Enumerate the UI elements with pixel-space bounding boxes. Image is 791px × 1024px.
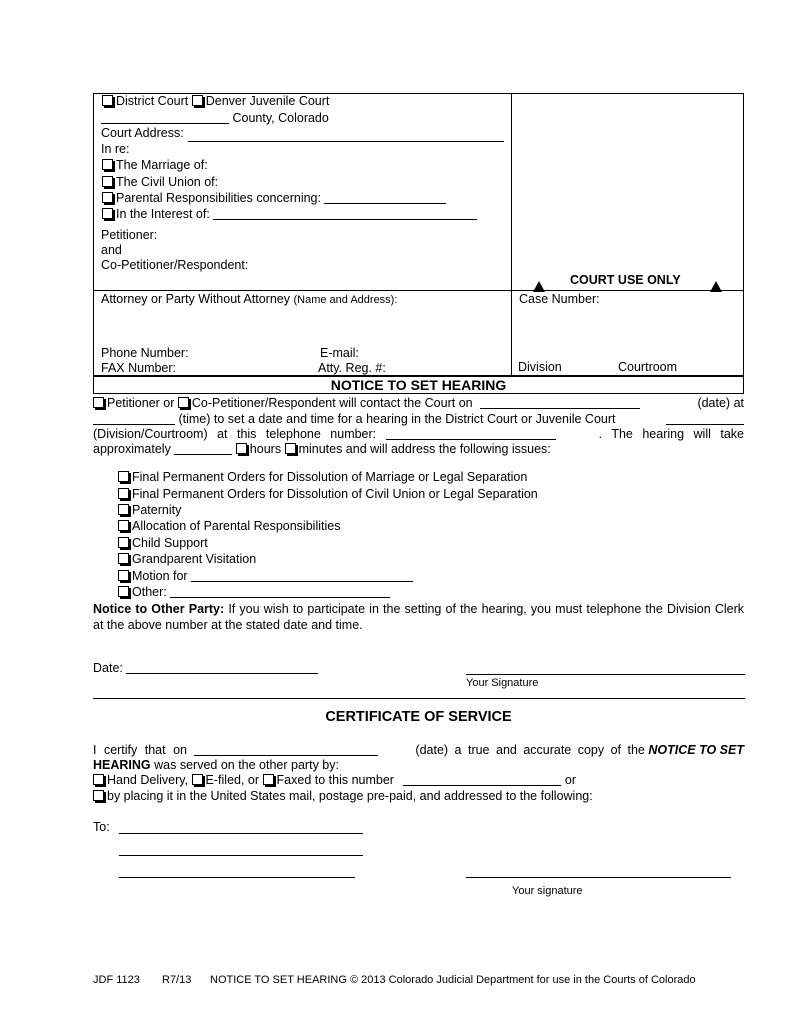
signature-caption: Your Signature [466, 677, 539, 689]
denver-juvenile-label: Denver Juvenile Court [205, 94, 330, 108]
approx-label: approximately [93, 442, 171, 456]
section-divider [93, 698, 745, 699]
fax-label: FAX Number: [101, 361, 177, 375]
mail-label: by placing it in the United States mail, postage pre-paid, and addressed to the following: [107, 789, 593, 803]
motion-label: Motion for [132, 569, 188, 583]
issue-label: Paternity [132, 503, 182, 517]
address-line-3[interactable] [119, 877, 355, 878]
date-label: Date: [93, 661, 123, 675]
efiled-label: E-filed, or [205, 773, 260, 787]
petitioner-label: Petitioner: [101, 228, 158, 242]
certificate-title: CERTIFICATE OF SERVICE [325, 709, 512, 725]
marriage-label: The Marriage of: [116, 158, 208, 172]
certify-date-field[interactable] [194, 743, 378, 756]
interest-of-checkbox[interactable] [102, 208, 113, 219]
district-court-label: District Court [116, 94, 189, 108]
footer-text: NOTICE TO SET HEARING © 2013 Colorado Judicial Department for use in the Courts of Colorado [210, 974, 696, 986]
issue-checkbox[interactable] [118, 504, 129, 515]
faxed-label: Faxed to this number [276, 773, 394, 787]
district-court-checkbox[interactable] [102, 95, 113, 106]
court-address-label: Court Address: [101, 126, 184, 140]
motion-checkbox[interactable] [118, 570, 129, 581]
other-party-heading: Notice to Other Party: [93, 602, 225, 616]
issue-label: Final Permanent Orders for Dissolution of Marriage or Legal Separation [132, 470, 528, 484]
issue-label: Grandparent Visitation [132, 552, 257, 566]
contact-date-field[interactable] [480, 396, 640, 409]
atty-reg-label: Atty. Reg. #: [318, 361, 386, 375]
petitioner-checkbox[interactable] [93, 397, 104, 408]
other-label: Other: [132, 585, 167, 599]
parental-resp-label: Parental Responsibilities concerning: [116, 191, 321, 205]
co-petitioner-label: Co-Petitioner/Respondent: [101, 258, 249, 272]
certify-label: I certify that on [93, 743, 187, 757]
phone-label: Phone Number: [101, 346, 189, 360]
attorney-note: (Name and Address): [293, 294, 398, 306]
certify-text: (date) a true and accurate copy of the [415, 743, 645, 757]
or-label: or [564, 773, 577, 787]
other-field[interactable] [170, 585, 390, 598]
in-re-label: In re: [101, 142, 130, 156]
caption-row-divider [93, 290, 744, 291]
petitioner-option: Petitioner or [107, 396, 175, 410]
issue-checkbox[interactable] [118, 520, 129, 531]
notice-line2: (time) to set a date and time for a hearing in the District Court or Juvenile Court [178, 412, 616, 426]
title-bar-bottom [93, 393, 744, 394]
county-label: County, Colorado [232, 111, 329, 125]
other-checkbox[interactable] [118, 586, 129, 597]
address-line-1[interactable] [119, 833, 363, 834]
hours-checkbox[interactable] [236, 443, 247, 454]
issue-label: Final Permanent Orders for Dissolution of Civil Union or Legal Separation [132, 487, 538, 501]
email-label: E-mail: [320, 346, 359, 360]
parental-resp-field[interactable] [324, 191, 446, 204]
co-petitioner-option: Co-Petitioner/Respondent will contact the Court on [191, 396, 473, 410]
notice-line3b: . The hearing will take [598, 427, 744, 441]
and-label: and [101, 243, 122, 257]
marriage-checkbox[interactable] [102, 159, 113, 170]
issue-checkbox[interactable] [118, 537, 129, 548]
address-line-2[interactable] [119, 855, 363, 856]
mail-checkbox[interactable] [93, 790, 104, 801]
caption-box [93, 93, 744, 376]
notice-title: NOTICE TO SET HEARING [330, 377, 507, 393]
served-text: was served on the other party by: [154, 758, 339, 772]
date-field[interactable] [126, 661, 318, 674]
division-label: Division [518, 360, 562, 374]
issue-checkbox[interactable] [118, 553, 129, 564]
civil-union-checkbox[interactable] [102, 176, 113, 187]
signature-line[interactable] [466, 674, 745, 675]
cert-signature-line[interactable] [466, 877, 731, 878]
fax-number-field[interactable] [403, 773, 561, 786]
minutes-checkbox[interactable] [285, 443, 296, 454]
hours-label: hours [249, 442, 282, 456]
time-field[interactable] [93, 412, 175, 425]
date-at-label: (date) at [697, 396, 744, 410]
issue-checkbox[interactable] [118, 471, 129, 482]
court-field[interactable] [666, 412, 744, 425]
caption-divider [511, 93, 512, 376]
form-id: JDF 1123 [93, 974, 140, 986]
co-petitioner-checkbox[interactable] [178, 397, 189, 408]
minutes-label: minutes and will address the following issues: [298, 442, 551, 456]
to-label: To: [93, 820, 110, 834]
issue-label: Allocation of Parental Responsibilities [132, 519, 341, 533]
efiled-checkbox[interactable] [192, 774, 203, 785]
form-revision: R7/13 [162, 974, 192, 986]
denver-juvenile-checkbox[interactable] [192, 95, 203, 106]
attorney-label: Attorney or Party Without Attorney [101, 292, 290, 306]
telephone-field[interactable] [386, 427, 556, 440]
motion-field[interactable] [191, 569, 413, 582]
interest-of-label: In the Interest of: [116, 207, 210, 221]
notice-line3a: (Division/Courtroom) at this telephone number: [93, 427, 377, 441]
court-use-arrow-left [533, 281, 545, 292]
courtroom-label: Courtroom [618, 360, 678, 374]
interest-of-field[interactable] [213, 207, 477, 220]
parental-resp-checkbox[interactable] [102, 192, 113, 203]
issue-checkbox[interactable] [118, 488, 129, 499]
civil-union-label: The Civil Union of: [116, 175, 219, 189]
hand-delivery-checkbox[interactable] [93, 774, 104, 785]
hearing-bold: HEARING [93, 758, 151, 772]
court-use-arrow-right [710, 281, 722, 292]
cert-signature-caption: Your signature [512, 885, 583, 897]
other-party-text: If you wish to participate in the setting of the hearing, you must telephone the Division Clerk at the above number at the stated date and time. [93, 602, 745, 632]
court-use-only: COURT USE ONLY [570, 273, 681, 287]
court-address-field[interactable] [188, 141, 504, 142]
faxed-checkbox[interactable] [263, 774, 274, 785]
notice-to-set-bold: NOTICE TO SET [648, 743, 744, 757]
hand-delivery-label: Hand Delivery, [107, 773, 189, 787]
case-number-label: Case Number: [519, 292, 600, 306]
county-field[interactable] [101, 111, 229, 124]
approx-field[interactable] [174, 442, 232, 455]
issue-label: Child Support [132, 536, 208, 550]
